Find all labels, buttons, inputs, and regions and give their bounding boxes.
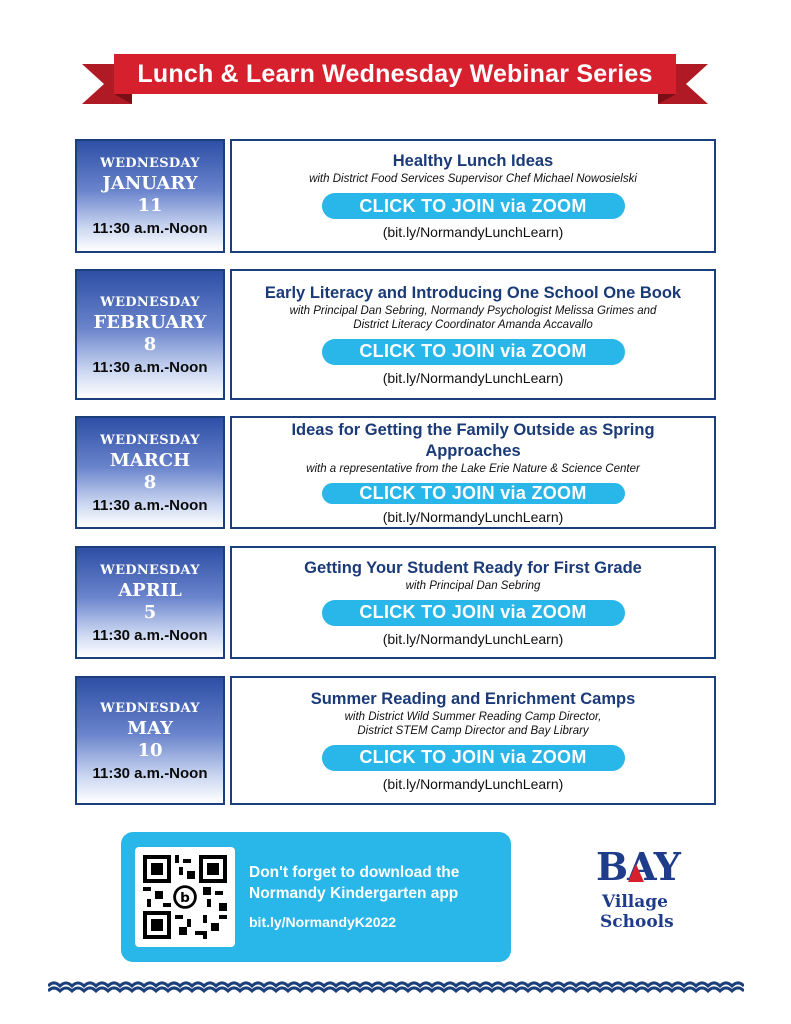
join-zoom-button[interactable]: CLICK TO JOIN via ZOOM xyxy=(322,193,625,219)
date-weekday: WEDNESDAY xyxy=(100,432,200,448)
session-title: Early Literacy and Introducing One School One Book xyxy=(264,283,682,302)
session-subtitle: with District Food Services Supervisor Chef Michael Nowosielski xyxy=(309,173,637,185)
session-row-january xyxy=(75,139,716,253)
date-box xyxy=(75,416,225,529)
logo-bay: BAY xyxy=(596,844,680,889)
session-title: Ideas for Getting the Family Outside as Spring Approaches xyxy=(291,420,655,460)
join-zoom-button[interactable]: CLICK TO JOIN via ZOOM xyxy=(322,483,625,504)
date-weekday: WEDNESDAY xyxy=(100,562,200,578)
callout-line-2: Normandy Kindergarten app xyxy=(249,885,459,902)
page-title: Lunch & Learn Wednesday Webinar Series xyxy=(137,59,653,88)
session-row-may xyxy=(75,676,716,805)
session-info xyxy=(230,676,716,805)
date-day: 8 xyxy=(143,471,157,493)
session-subtitle: District STEM Camp Director and Bay Library xyxy=(357,724,589,737)
app-download-link[interactable]: bit.ly/NormandyK2022 xyxy=(249,914,397,930)
session-row-april xyxy=(75,546,716,659)
qr-code-icon xyxy=(143,855,227,939)
date-day: 8 xyxy=(143,333,157,355)
join-link[interactable]: (bit.ly/NormandyLunchLearn) xyxy=(382,775,564,792)
date-time: 11:30 a.m.-Noon xyxy=(92,626,208,644)
qr-code[interactable] xyxy=(135,847,235,947)
session-row-march xyxy=(75,416,716,529)
date-month: APRIL xyxy=(118,579,182,601)
date-weekday: WEDNESDAY xyxy=(100,700,200,716)
date-time: 11:30 a.m.-Noon xyxy=(92,220,208,237)
date-weekday: WEDNESDAY xyxy=(100,294,200,310)
join-link[interactable]: (bit.ly/NormandyLunchLearn) xyxy=(382,369,564,386)
callout-text xyxy=(249,862,459,932)
logo-village: Village xyxy=(602,892,668,912)
join-link[interactable]: (bit.ly/NormandyLunchLearn) xyxy=(382,508,564,525)
date-box xyxy=(75,139,225,253)
session-subtitle: with Principal Dan Sebring, Normandy Psychologist Melissa Grimes and xyxy=(289,304,657,317)
join-zoom-button[interactable]: CLICK TO JOIN via ZOOM xyxy=(322,600,625,626)
date-box xyxy=(75,269,225,400)
date-box xyxy=(75,676,225,805)
date-box xyxy=(75,546,225,659)
date-day: 11 xyxy=(137,195,163,216)
logo-schools: Schools xyxy=(600,912,674,932)
session-info xyxy=(230,269,716,400)
date-time: 11:30 a.m.-Noon xyxy=(92,358,208,376)
date-day: 5 xyxy=(143,601,157,623)
callout-line-1: Don't forget to download the xyxy=(249,864,460,881)
session-row-february xyxy=(75,269,716,400)
session-subtitle: with Principal Dan Sebring xyxy=(405,579,541,592)
session-subtitle: with District Wild Summer Reading Camp Director, xyxy=(344,710,602,723)
date-time: 11:30 a.m.-Noon xyxy=(92,496,208,514)
app-download-callout xyxy=(121,832,511,962)
wave-divider xyxy=(48,978,744,994)
date-month: FEBRUARY xyxy=(93,311,207,333)
session-title: Getting Your Student Ready for First Grade xyxy=(304,558,642,577)
session-title: Healthy Lunch Ideas xyxy=(392,152,554,170)
session-subtitle: District Literacy Coordinator Amanda Accavallo xyxy=(353,318,593,331)
session-info xyxy=(230,139,716,253)
date-month: MARCH xyxy=(109,449,191,471)
session-info xyxy=(230,416,716,529)
date-month: JANUARY xyxy=(102,173,198,194)
sailboat-icon xyxy=(628,864,644,882)
title-banner xyxy=(82,54,708,106)
svg-text:b: b xyxy=(180,890,190,907)
join-link[interactable]: (bit.ly/NormandyLunchLearn) xyxy=(382,630,564,647)
join-zoom-button[interactable]: CLICK TO JOIN via ZOOM xyxy=(322,745,625,771)
date-time: 11:30 a.m.-Noon xyxy=(92,764,208,782)
session-subtitle: with a representative from the Lake Erie Nature & Science Center xyxy=(306,462,640,475)
banner-main xyxy=(114,54,676,94)
date-day: 10 xyxy=(137,739,163,761)
date-month: MAY xyxy=(127,717,173,739)
date-weekday: WEDNESDAY xyxy=(100,156,200,171)
session-title: Summer Reading and Enrichment Camps xyxy=(310,689,636,708)
bay-village-schools-logo xyxy=(596,846,686,946)
join-zoom-button[interactable]: CLICK TO JOIN via ZOOM xyxy=(322,339,625,365)
join-link[interactable]: (bit.ly/NormandyLunchLearn) xyxy=(382,224,564,240)
session-info xyxy=(230,546,716,659)
